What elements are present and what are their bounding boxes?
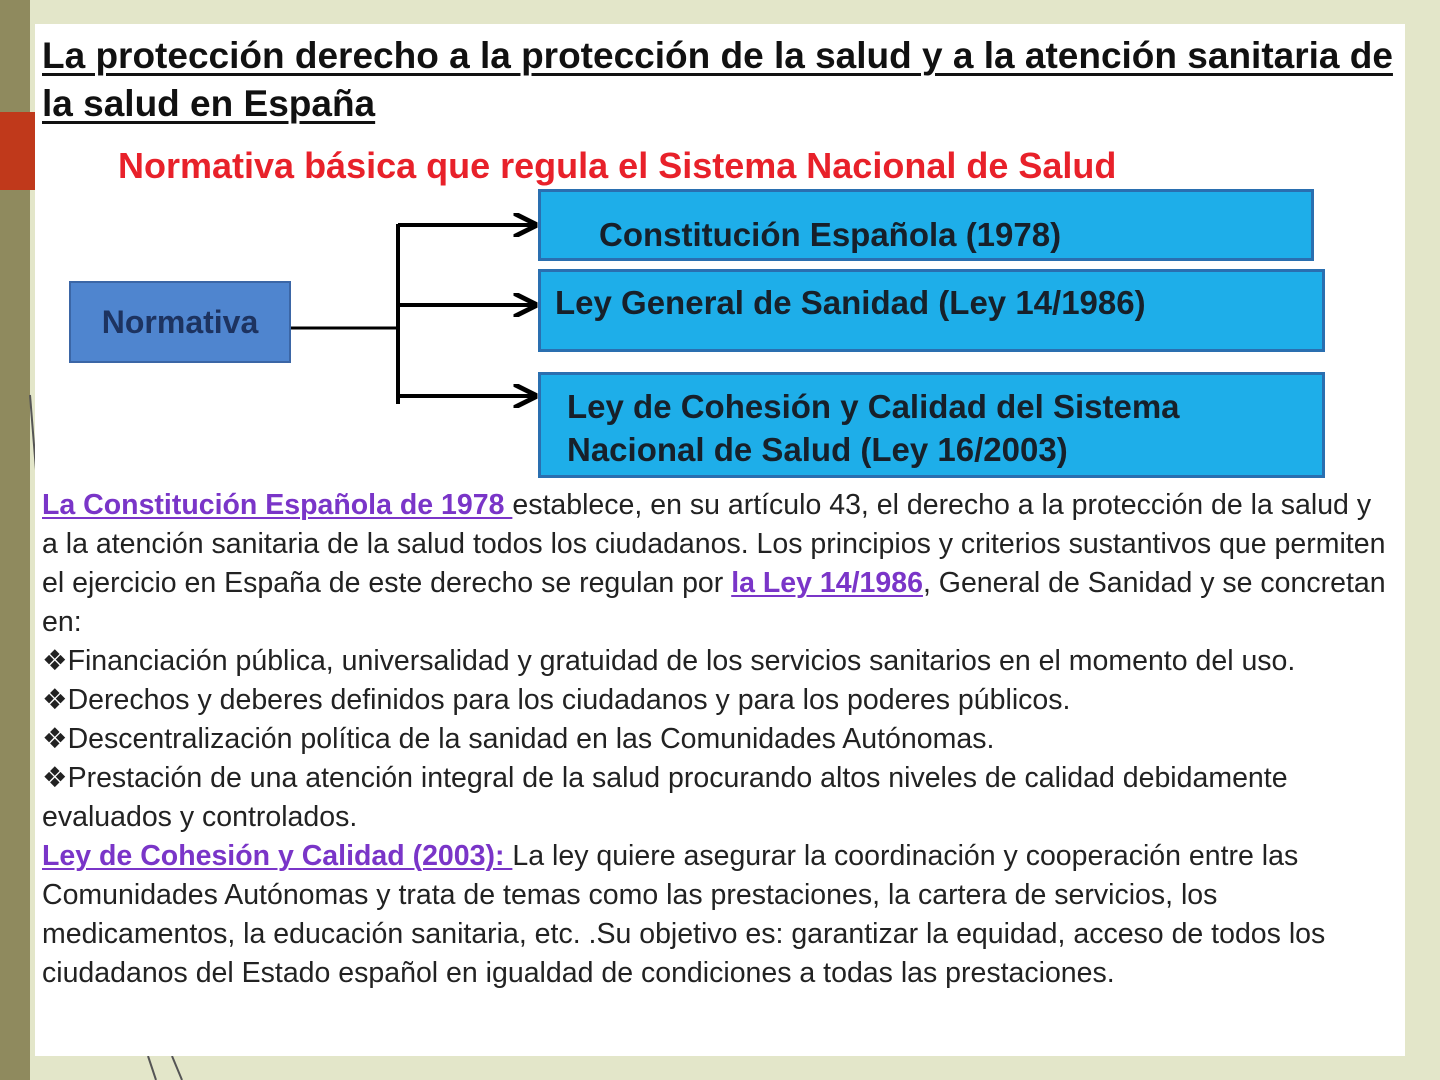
bullet-text: Financiación pública, universalidad y gratuidad de los servicios sanitarios en el momento del uso. [67,645,1296,677]
paragraph-constitucion [42,486,1387,642]
slide-content [35,24,1405,1056]
link-ley-14-1986[interactable]: la Ley 14/1986 [731,567,923,599]
bullet-item [42,720,1387,759]
diagram-node-ley-cohesion: Ley de Cohesión y Calidad del Sistema Nacional de Salud (Ley 16/2003) [538,372,1325,478]
bullet-item [42,642,1387,681]
diamond-bullet-icon: ❖ [42,645,68,677]
bullet-item [42,681,1387,720]
diagram-node-normativa: Normativa [69,281,291,363]
page-title: La protección derecho a la protección de la salud y a la atención sanitaria de la salud en España [42,35,1393,124]
link-ley-cohesion-2003[interactable]: Ley de Cohesión y Calidad (2003): [42,840,513,872]
bullet-text: Derechos y deberes definidos para los ciudadanos y para los poderes públicos. [67,684,1071,716]
bullet-text: Descentralización política de la sanidad en las Comunidades Autónomas. [67,723,995,755]
bullet-text: Prestación de una atención integral de la salud procurando altos niveles de calidad debidamente evaluados y controlados. [42,762,1288,833]
diamond-bullet-icon: ❖ [42,723,68,755]
link-constitucion-1978[interactable]: La Constitución Española de 1978 [42,489,513,521]
paragraph-text: La ley quiere asegurar la coordinación y cooperación entre las Comunidades Autónomas y trata de temas como las prestaciones, la cartera de servicios, los medicamentos, la educación sanitaria, etc. .Su objetivo es: garantizar la equidad, acceso de todos los ciudadanos del Estado español en igualdad de condiciones a todas las prestaciones. [42,840,1326,989]
diagram-node-ley-general-sanidad: Ley General de Sanidad (Ley 14/1986) [538,269,1325,352]
paragraph-text: establece, en su artículo 43, el derecho a la protección de la salud y a la atención sanitaria de la salud todos los ciudadanos. Los principios y criterios sustantivos que permiten el ejercicio en España de este derecho se regulan por [42,489,1386,599]
body-text [42,486,1387,993]
paragraph-text: , General de Sanidad y se concretan en: [42,567,1386,638]
diamond-bullet-icon: ❖ [42,762,68,794]
paragraph-cohesion [42,837,1387,993]
bullet-item [42,759,1387,837]
diamond-bullet-icon: ❖ [42,684,68,716]
diagram-node-constitucion: Constitución Española (1978) [538,189,1314,261]
diagram-heading: Normativa básica que regula el Sistema Nacional de Salud [118,145,1117,186]
